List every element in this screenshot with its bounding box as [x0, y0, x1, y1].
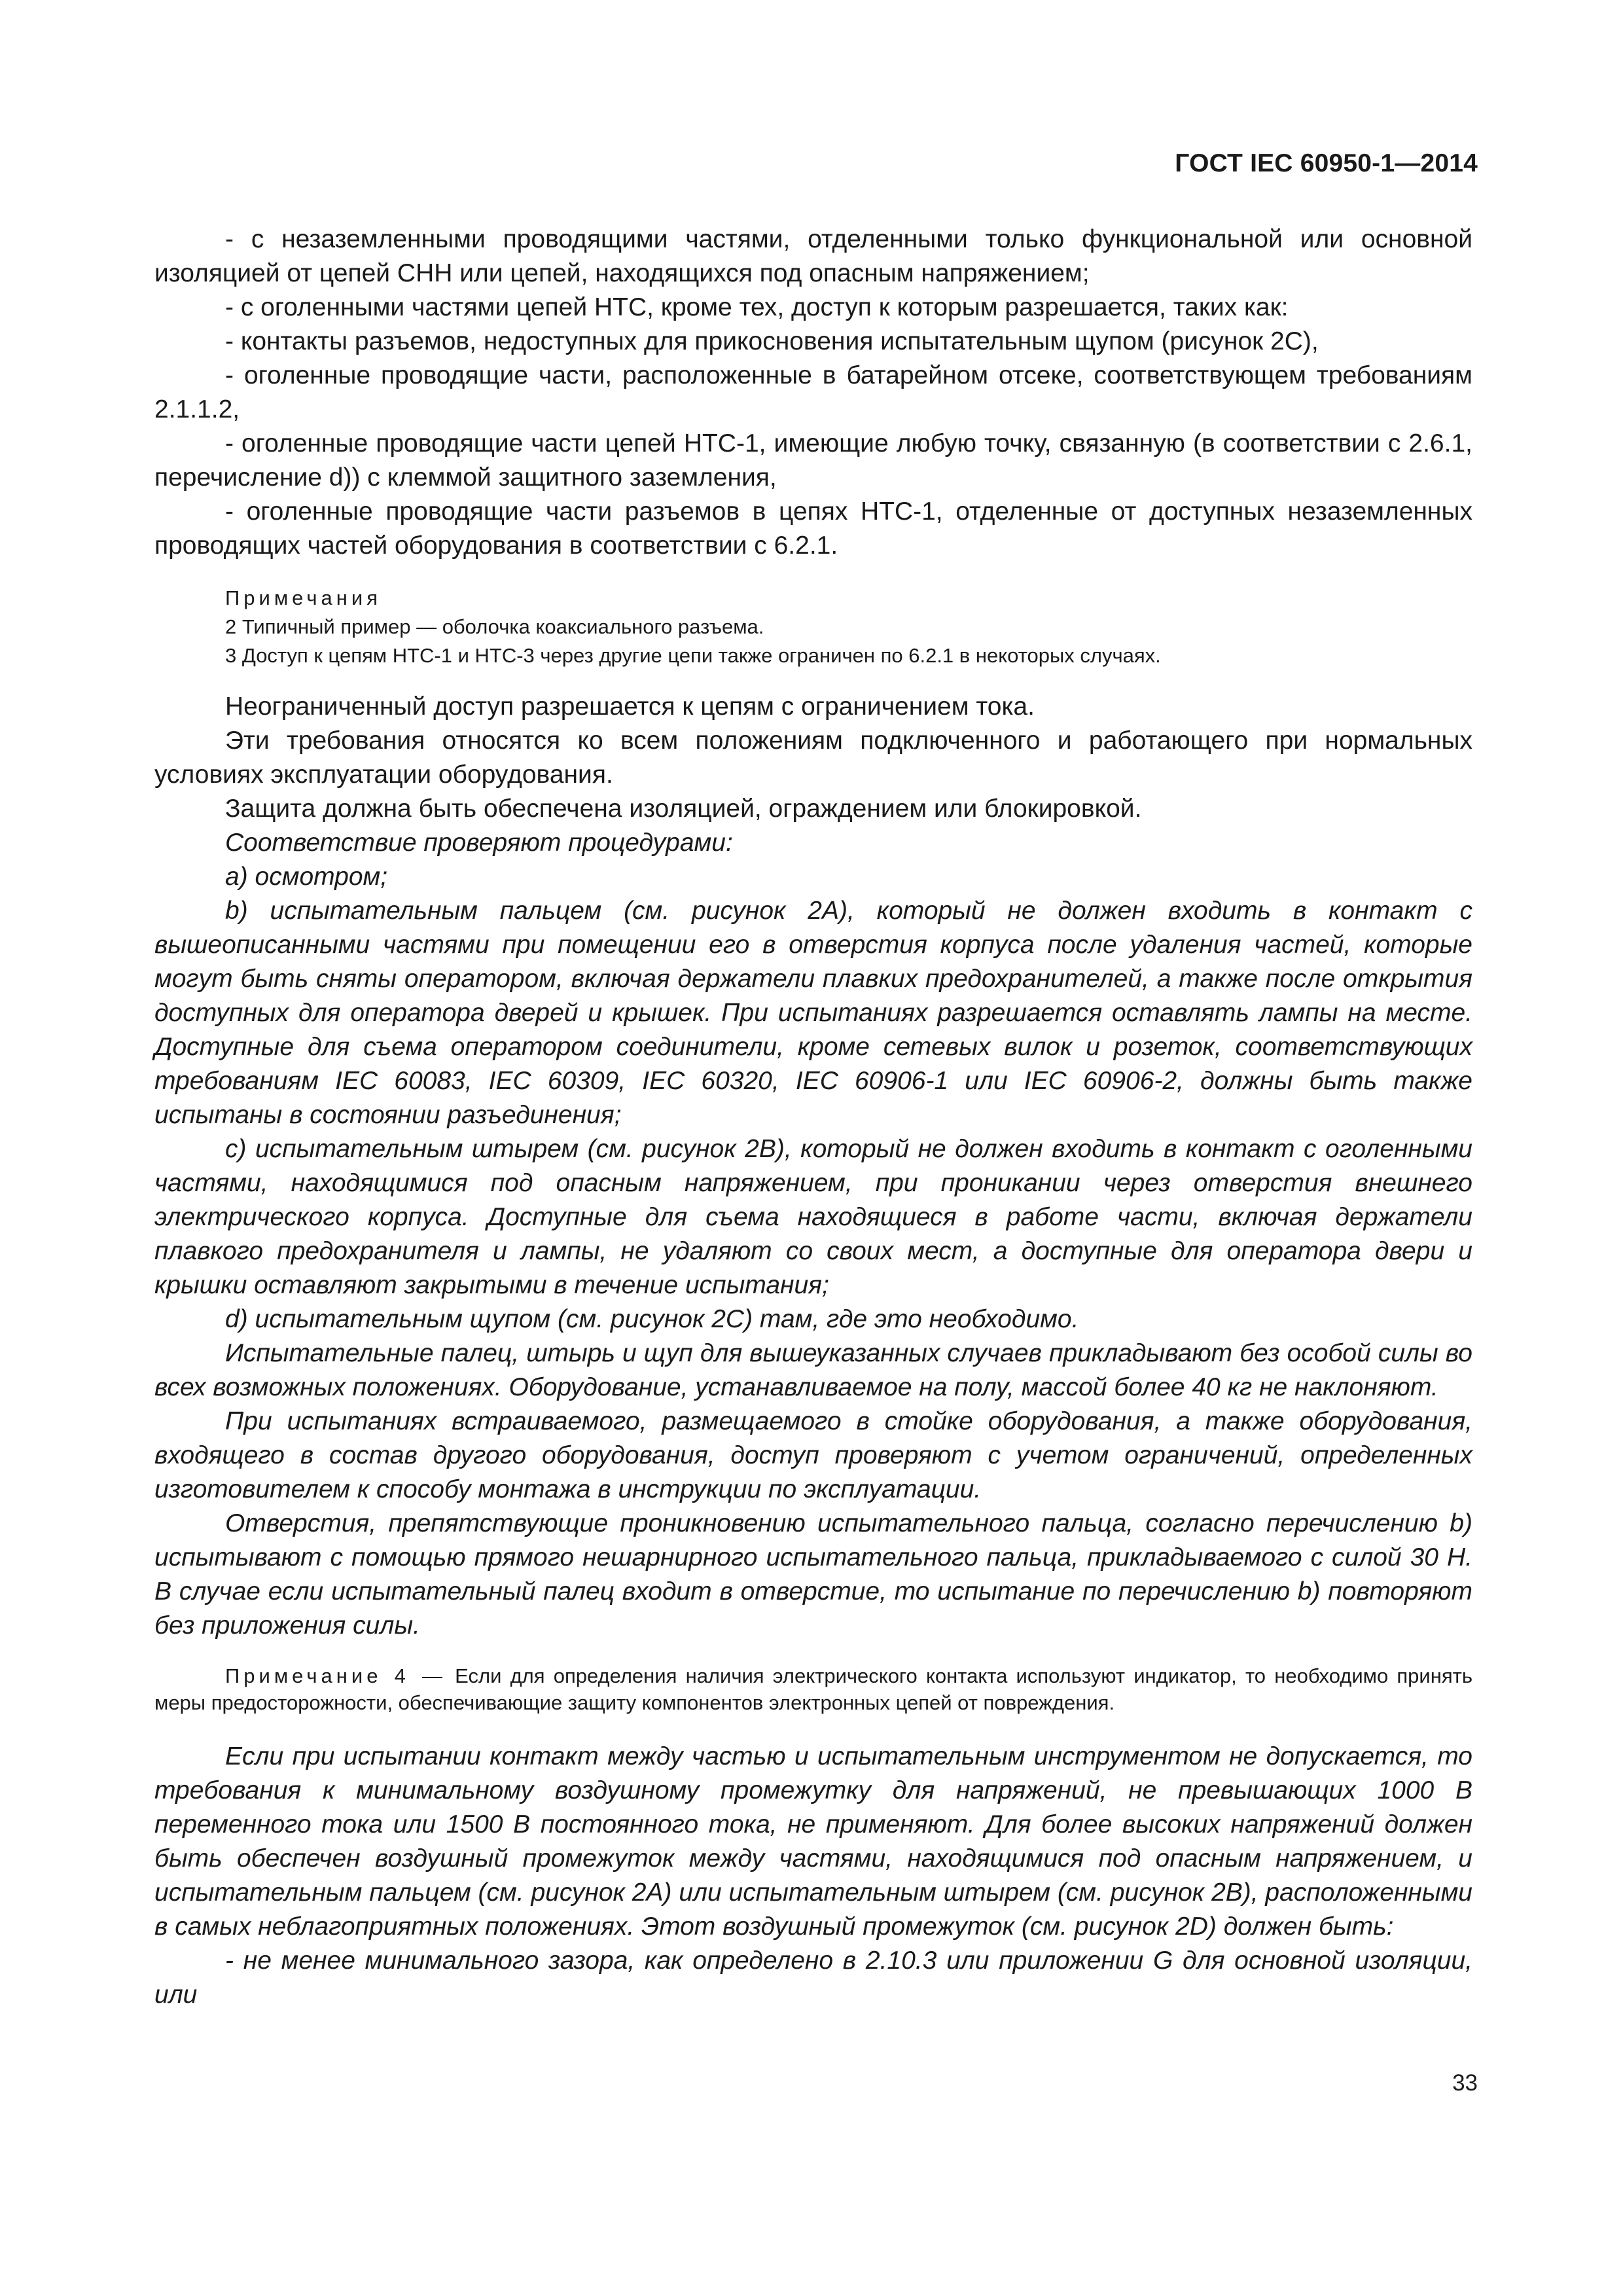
list-item: - оголенные проводящие части, расположенные в батарейном отсеке, соответствующем требованиям 2.1.1.2, [154, 361, 1472, 423]
procedure-item-d: d) испытательным щупом (см. рисунок 2С) там, где это необходимо. [225, 1305, 1079, 1333]
list-item: - с оголенными частями цепей НТС, кроме тех, доступ к которым разрешается, таких как: [225, 293, 1289, 321]
list-item: - контакты разъемов, недоступных для прикосновения испытательным щупом (рисунок 2С), [225, 327, 1319, 355]
procedure-item-b: b) испытательным пальцем (см. рисунок 2А), который не должен входить в контакт с вышеописанными частями при помещении его в отверстия корпуса после удаления частей, которые могут быть сняты оператором, включая держатели плавких предохранителей, а также после открытия доступных для оператора дверей и крышек. При испытаниях разрешается оставлять лампы на месте. Доступные для съема оператором соединители, кроме сетевых вилок и розеток, соответствующих требованиям IEC 60083, IEC 60309, IEC 60320, IEC 60906-1 или IEC 60906-2, должны быть также испытаны в состоянии разъединения; [154, 897, 1472, 1129]
body-paragraph: Защита должна быть обеспечена изоляцией, ограждением или блокировкой. [225, 795, 1142, 823]
note-item: 3 Доступ к цепям НТС-1 и НТС-3 через другие цепи также ограничен по 6.2.1 в некоторых случаях. [225, 644, 1161, 667]
document-header: ГОСТ IEC 60950-1—2014 [1175, 149, 1478, 177]
list-item: - оголенные проводящие части цепей НТС-1, имеющие любую точку, связанную (в соответствии с 2.6.1, перечисление d)) с клеммой защитного заземления, [154, 429, 1472, 492]
compliance-intro: Соответствие проверяют процедурами: [225, 829, 733, 857]
note-4 [154, 1662, 1472, 1716]
list-item: - не менее минимального зазора, как определено в 2.10.3 или приложении G для основной изоляции, или [154, 1946, 1472, 2009]
note-4-text: Если для определения наличия электрического контакта используют индикатор, то необходимо принять меры предосторожности, обеспечивающие защиту компонентов электронных цепей от повреждения. [154, 1664, 1472, 1714]
procedure-item-c: c) испытательным штырем (см. рисунок 2В), который не должен входить в контакт с оголенными частями, находящимися под опасным напряжением, при проникании через отверстия внешнего электрического корпуса. Доступные для съема находящиеся в работе части, включая держатели плавкого предохранителя и лампы, не удаляют со своих мест, а доступные для оператора двери и крышки оставляют закрытыми в течение испытания; [154, 1135, 1472, 1299]
body-paragraph: Эти требования относятся ко всем положениям подключенного и работающего при нормальных условиях эксплуатации оборудования. [154, 726, 1472, 789]
page-content [154, 223, 1472, 2012]
italic-paragraph: Отверстия, препятствующие проникновению испытательного пальца, согласно перечислению b) испытывают с помощью прямого нешарнирного испытательного пальца, прикладываемого с силой 30 Н. В случае если испытательный палец входит в отверстие, то испытание по перечислению b) повторяют без приложения силы. [154, 1509, 1472, 1640]
italic-paragraph: Испытательные палец, штырь и щуп для вышеуказанных случаев прикладывают без особой силы во всех возможных положениях. Оборудование, устанавливаемое на полу, массой более 40 кг не наклоняют. [154, 1339, 1472, 1401]
body-paragraph: Неограниченный доступ разрешается к цепям с ограничением тока. [225, 692, 1035, 721]
italic-paragraph: Если при испытании контакт между частью и испытательным инструментом не допускается, то требования к минимальному воздушному промежутку для напряжений, не превышающих 1000 В переменного тока или 1500 В постоянного тока, не применяют. Для более высоких напряжений должен быть обеспечен воздушный промежуток между частями, находящимися под опасным напряжением, и испытательным пальцем (см. рисунок 2А) или испытательным штырем (см. рисунок 2В), расположенными в самых неблагоприятных положениях. Этот воздушный промежуток (см. рисунок 2D) должен быть: [154, 1742, 1472, 1941]
note-item: 2 Типичный пример — оболочка коаксиального разъема. [225, 615, 764, 638]
note-4-label: Примечание 4 — [225, 1664, 447, 1687]
notes-block [154, 584, 1472, 670]
procedure-item-a: a) осмотром; [225, 863, 388, 891]
italic-paragraph: При испытаниях встраиваемого, размещаемого в стойке оборудования, а также оборудования, входящего в состав другого оборудования, доступ проверяют с учетом ограничений, определенных изготовителем к способу монтажа в инструкции по эксплуатации. [154, 1407, 1472, 1503]
notes-title: Примечания [225, 586, 382, 609]
list-item: - оголенные проводящие части разъемов в цепях НТС-1, отделенные от доступных незаземленных проводящих частей оборудования в соответствии с 6.2.1. [154, 497, 1472, 560]
list-item: - с незаземленными проводящими частями, отделенными только функциональной или основной изоляцией от цепей СНН или цепей, находящихся под опасным напряжением; [154, 225, 1472, 287]
page-number: 33 [1452, 2070, 1478, 2096]
